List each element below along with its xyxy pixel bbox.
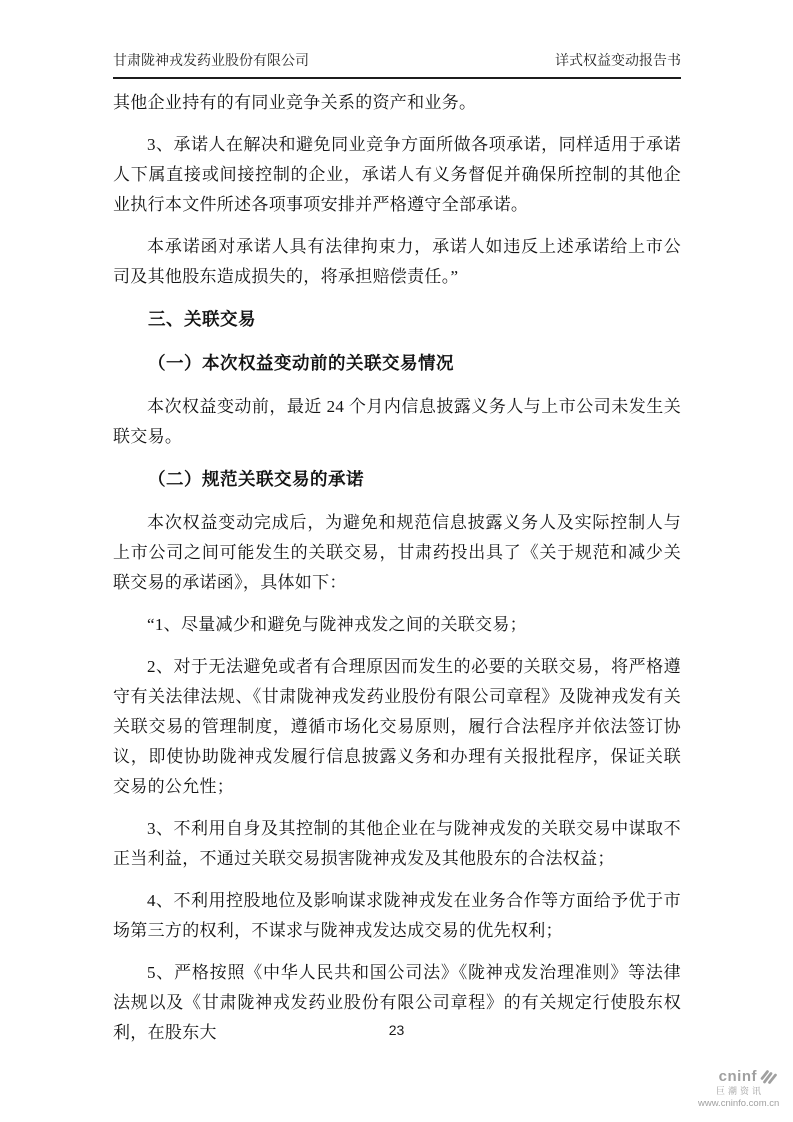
paragraph-legal-binding: 本承诺函对承诺人具有法律拘束力，承诺人如违反上述承诺给上市公司及其他股东造成损失的，将承担赔偿责任。” bbox=[113, 237, 681, 286]
paragraph-item-2: 2、对于无法避免或者有合理原因而发生的必要的关联交易，将严格遵守有关法律法规、《甘肃陇神戎发药业股份有限公司章程》及陇神戎发有关关联交易的管理制度，遵循市场化交易原则，履行合法程序并依法签订协议，即使协助陇神戎发履行信息披露义务和办理有关报批程序，保证关联交易的公允性； bbox=[113, 657, 681, 796]
cninfo-swirl-icon bbox=[759, 1069, 778, 1085]
section-heading-related-transactions: 三、关联交易 bbox=[148, 309, 256, 329]
subsection-heading-commitment: （二）规范关联交易的承诺 bbox=[148, 469, 364, 489]
cninfo-chinese-name: 巨潮资讯 bbox=[715, 1085, 764, 1096]
cninfo-url: www.cninfo.com.cn bbox=[698, 1097, 780, 1109]
page-header bbox=[113, 50, 681, 79]
document-body bbox=[113, 88, 681, 1060]
page-number: 23 bbox=[388, 1022, 405, 1038]
paragraph-item-4: 4、不利用控股地位及影响谋求陇神戎发在业务合作等方面给予优于市场第三方的权利，不谋求与陇神戎发达成交易的优先权利； bbox=[113, 891, 681, 940]
cninfo-logo bbox=[698, 1069, 778, 1109]
header-doc-title: 详式权益变动报告书 bbox=[555, 54, 681, 69]
paragraph-continuation: 其他企业持有的有同业竞争关系的资产和业务。 bbox=[113, 93, 477, 112]
paragraph-commitment-3: 3、承诺人在解决和避免同业竞争方面所做各项承诺，同样适用于承诺人下属直接或间接控制的企业，承诺人有义务督促并确保所控制的其他企业执行本文件所述各项事项安排并严格遵守全部承诺。 bbox=[113, 135, 681, 214]
paragraph-item-5: 5、严格按照《中华人民共和国公司法》《陇神戎发治理准则》等法律法规以及《甘肃陇神戎发药业股份有限公司章程》的有关规定行使股东权利，在股东大 bbox=[113, 963, 681, 1042]
paragraph-item-1: “1、尽量减少和避免与陇神戎发之间的关联交易； bbox=[147, 615, 527, 634]
paragraph-item-3: 3、不利用自身及其控制的其他企业在与陇神戎发的关联交易中谋取不正当利益，不通过关联交易损害陇神戎发及其他股东的合法权益； bbox=[113, 819, 681, 868]
cninfo-brand-text: cninf bbox=[718, 1068, 757, 1086]
subsection-heading-before-equity-change: （一）本次权益变动前的关联交易情况 bbox=[148, 353, 454, 373]
paragraph-commitment-intro: 本次权益变动完成后，为避免和规范信息披露义务人及实际控制人与上市公司之间可能发生的关联交易，甘肃药投出具了《关于规范和减少关联交易的承诺函》，具体如下： bbox=[113, 513, 681, 592]
paragraph-before-equity-change: 本次权益变动前，最近 24 个月内信息披露义务人与上市公司未发生关联交易。 bbox=[113, 397, 681, 446]
cninfo-logo-row bbox=[698, 1069, 778, 1086]
header-company-name: 甘肃陇神戎发药业股份有限公司 bbox=[113, 54, 309, 69]
